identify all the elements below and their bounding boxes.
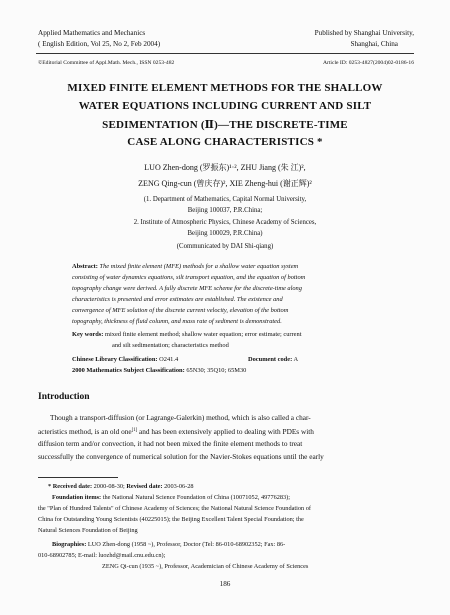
intro-text-2a: acteristics method, is an old one (38, 427, 132, 436)
paper-title-line-1: MIXED FINITE ELEMENT METHODS FOR THE SHALLOW (67, 82, 383, 94)
foundation-line-2: the "Plan of Hundred Talents" of Chinese Academy of Sciences; the National Natural Science Foundation of (38, 505, 312, 512)
foundation-label: Foundation items: (52, 494, 102, 501)
affiliation-2: 2. Institute of Atmospheric Physics, Chinese Academy of Sciences, (133, 219, 317, 226)
intro-text-2b: and has been extensively applied to dealing with PDEs with (137, 427, 314, 436)
journal-issue: ( English Edition, Vol 25, No 2, Feb 2004) (38, 40, 161, 48)
revised-value: 2003-06-28 (164, 483, 194, 490)
abstract-line-5: convergence of MFE solution of the discrete current velocity, elevation of the bottom (72, 307, 289, 314)
publisher-name: Published by Shanghai University, (314, 29, 414, 37)
authors-line-1: LUO Zhen-dong (罗振东)¹·², ZHU Jiang (朱 江)², (144, 163, 306, 172)
document-code-line (248, 355, 298, 366)
foundation-text-1: the National Natural Science Foundation of China (10071052, 49776283); (102, 494, 291, 501)
clc-line (72, 355, 178, 366)
article-id: Article ID: 0253-4827(2004)02-0186-16 (322, 60, 414, 66)
biography-text-1: LUO Zhen-dong (1958 ~), Professor, Doctor (Tel: 86-010-68902352; Fax: 86- (87, 541, 286, 548)
foundation-line-4: Natural Sciences Foundation of Beijing (38, 527, 138, 534)
abstract-line-6: topography, thickness of fluid column, and mass rate of sediment is demonstrated. (72, 318, 282, 325)
authors-line-2: ZENG Qing-cun (曾庆存)², XIE Zheng-hui (谢正辉)² (138, 179, 312, 188)
affiliation-1-city: Beijing 100037, P.R.China; (187, 207, 263, 214)
document-code-label: Document code: (248, 356, 293, 363)
page-number: 186 (219, 580, 231, 588)
introduction-heading: Introduction (38, 392, 90, 402)
footnote-rule (38, 477, 118, 478)
document-code-value: A (293, 356, 299, 363)
abstract-line-3: topography change were derived. A fully discrete MFE scheme for the discrete-time along (72, 285, 302, 292)
clc-value: O241.4 (159, 356, 179, 363)
biography-line-3: ZENG Qi-cun (1935 ~), Professor, Academician of Chinese Academy of Sciences (102, 563, 309, 570)
publisher-location: Shanghai, China (350, 40, 398, 48)
keywords-label: Key words: (72, 331, 104, 338)
biography-line-2: 010-68902785; E-mail: luozhd@mail.cnu.edu.cn); (38, 552, 166, 559)
clc-label: Chinese Library Classification: (72, 356, 158, 363)
keywords-line-2: and silt sedimentation; characteristics method (112, 342, 229, 349)
journal-name: Applied Mathematics and Mechanics (38, 29, 146, 37)
copyright-line: ©Editorial Committee of Appl.Math. Mech., ISSN 0253-482 (38, 60, 175, 66)
affiliation-1: (1. Department of Mathematics, Capital Normal University, (143, 196, 307, 203)
header-rule (36, 53, 414, 54)
communicated-by: (Communicated by DAI Shi-qiang) (176, 243, 274, 250)
abstract-text-1: The mixed finite element (MFE) methods for a shallow water equation system (99, 263, 299, 270)
intro-line-3: diffusion term and/or convection, it had not been mixed the finite element methods to treat (38, 439, 303, 448)
affiliation-2-city: Beijing 100029, P.R.China) (187, 230, 263, 237)
revised-label: Revised date: (126, 483, 163, 490)
paper-title-line-2: WATER EQUATIONS INCLUDING CURRENT AND SILT (78, 100, 372, 112)
abstract-line-1 (72, 262, 298, 273)
received-value: 2000-08-30; (93, 483, 125, 490)
biography-label: Biographies: (52, 541, 87, 548)
abstract-line-2: consisting of water dynamics equations, silt transport equation, and the equation of bottom (72, 274, 306, 281)
biography-line-1 (52, 540, 285, 550)
abstract-label: Abstract: (72, 263, 98, 270)
intro-line-1: Though a transport-diffusion (or Lagrange-Galerkin) method, which is also called a char- (50, 413, 311, 422)
received-label: * Received date: (48, 483, 93, 490)
abstract-line-4: characteristics is presented and error estimates are established. The existence and (72, 296, 283, 303)
intro-line-4: successfully the convergence of numerical solution for the Navier-Stokes equations until the early (38, 452, 324, 461)
citation-ref[interactable]: [1] (131, 428, 138, 433)
foundation-line-3: China for Outstanding Young Scientists (40225015); the Beijing Excellent Talent Special Foundation; the (38, 516, 304, 523)
keywords-text-1: mixed finite element method; shallow water equation; error estimate; current (105, 331, 302, 338)
intro-line-2 (38, 425, 314, 438)
foundation-line-1 (52, 493, 290, 503)
paper-title-line-3: SEDIMENTATION (Ⅱ)—THE DISCRETE-TIME (102, 119, 348, 131)
received-dates (48, 482, 194, 492)
msc-value: 65N30; 35Q10; 65M30 (186, 367, 247, 374)
msc-line (72, 366, 246, 377)
keywords-line-1 (72, 330, 301, 341)
msc-label: 2000 Mathematics Subject Classification: (72, 367, 185, 374)
paper-title-line-4: CASE ALONG CHARACTERISTICS * (127, 136, 323, 148)
